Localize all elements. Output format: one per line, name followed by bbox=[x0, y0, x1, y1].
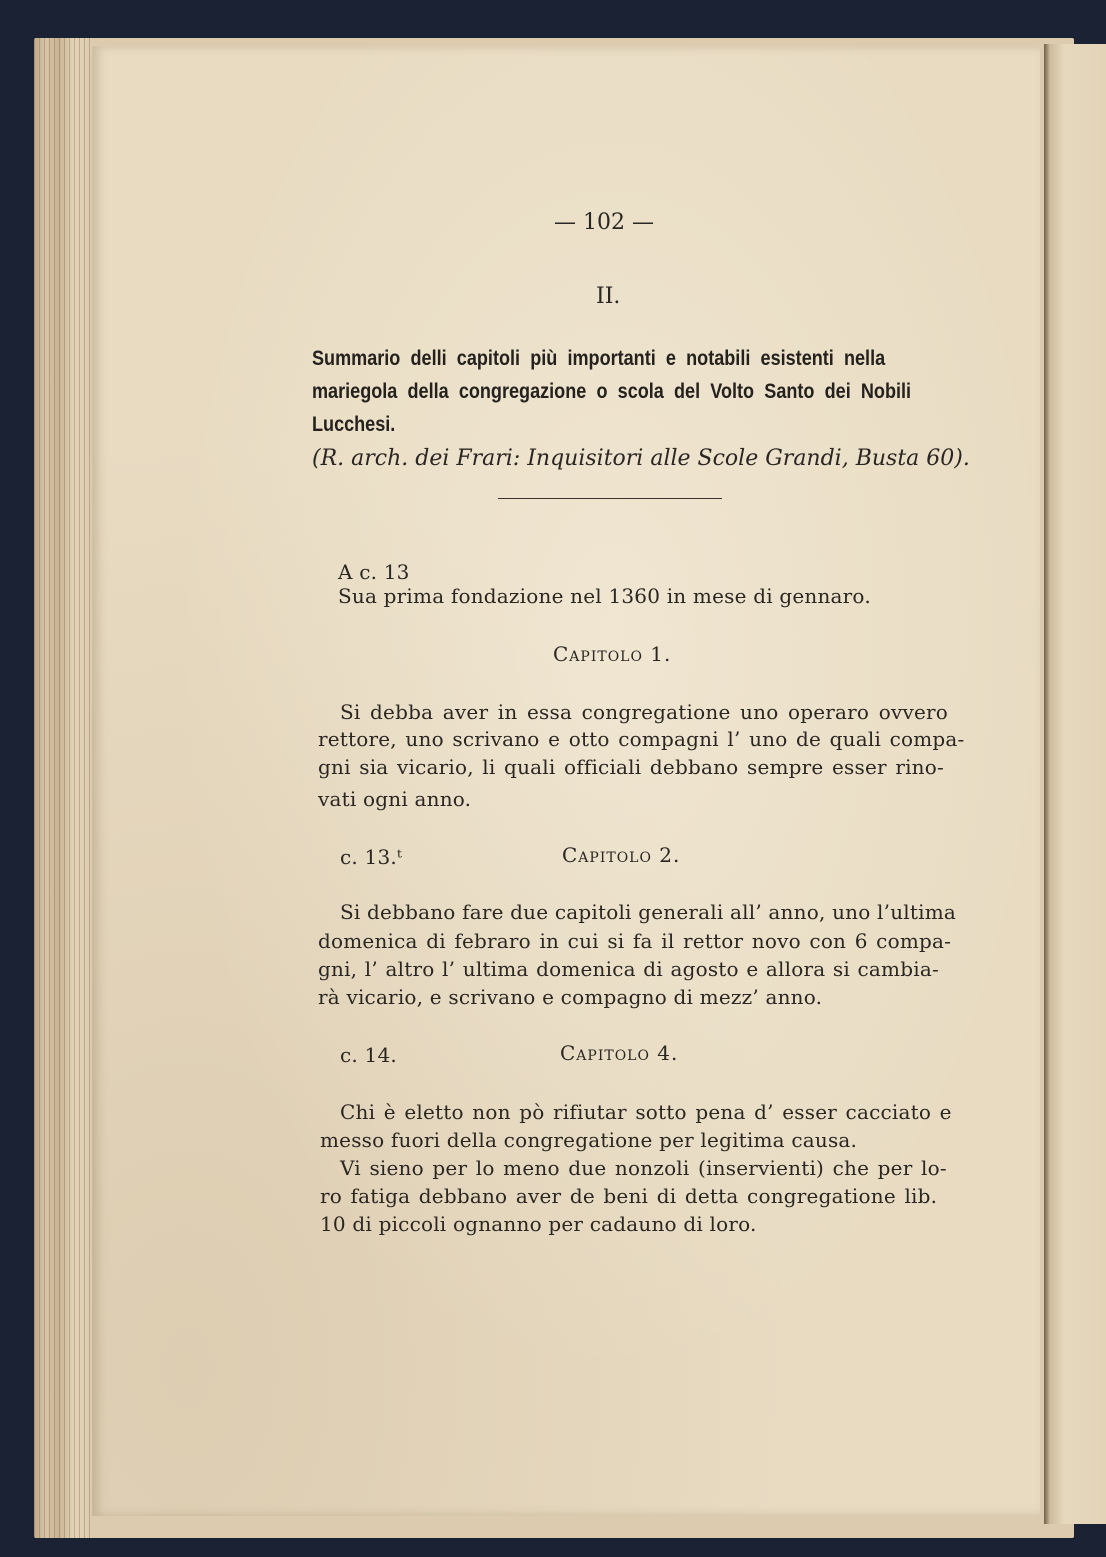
chapter-2-heading: Capitolo 2. bbox=[562, 843, 681, 867]
chapter-2-line-3: gni, l’ altro l’ ultima domenica di agosto e allora si cambia- bbox=[318, 957, 939, 981]
chapter-2-line-1: Si debbano fare due capitoli generali all’ anno, uno l’ultima bbox=[340, 900, 956, 924]
intro-text: Sua prima fondazione nel 1360 in mese di gennaro. bbox=[338, 584, 871, 608]
source-reference: (R. arch. dei Frari: Inquisitori alle Scole Grandi, Busta 60). bbox=[312, 446, 970, 471]
separator-rule bbox=[498, 498, 722, 499]
section-number: II. bbox=[596, 284, 621, 309]
chapter-4-line-4: ro fatiga debbano aver de beni di detta congregatione lib. bbox=[320, 1184, 938, 1208]
chapter-2-line-2: domenica di febraro in cui si fa il rettor novo con 6 compa- bbox=[318, 929, 952, 953]
title-line-2: mariegola della congregazione o scola del Volto Santo dei Nobili bbox=[312, 380, 912, 403]
chapter-2-line-4: rà vicario, e scrivano e compagno di mezz’ anno. bbox=[318, 985, 823, 1009]
title-line-3: Lucchesi. bbox=[312, 413, 396, 436]
chapter-1-line-4: vati ogni anno. bbox=[318, 787, 472, 811]
chapter-4-heading: Capitolo 4. bbox=[560, 1041, 679, 1065]
page-number: — 102 — bbox=[554, 210, 654, 235]
facing-page-edge bbox=[1044, 44, 1106, 1524]
chapter-4-line-5: 10 di piccoli ognanno per cadauno di loro. bbox=[320, 1212, 757, 1236]
title-line-1: Summario delli capitoli più importanti e notabili esistenti nella bbox=[312, 347, 886, 370]
chapter-4-line-1: Chi è eletto non pò rifiutar sotto pena d’ esser cacciato e bbox=[340, 1100, 952, 1124]
chapter-1-line-3: gni sia vicario, li quali officiali debbano sempre esser rino- bbox=[318, 755, 944, 779]
chapter-4-line-2: messo fuori della congregatione per legitima causa. bbox=[320, 1128, 858, 1152]
chapter-1-heading: Capitolo 1. bbox=[553, 642, 672, 666]
chapter-1-line-1: Si debba aver in essa congregatione uno operaro ovvero bbox=[340, 700, 948, 724]
book-page bbox=[92, 46, 1040, 1516]
chapter-4-folio: c. 14. bbox=[340, 1043, 397, 1067]
chapter-4-line-3: Vi sieno per lo meno due nonzoli (inservienti) che per lo- bbox=[340, 1156, 947, 1180]
intro-folio: A c. 13 bbox=[338, 560, 410, 584]
chapter-1-line-2: rettore, uno scrivano e otto compagni l’ uno de quali compa- bbox=[318, 727, 965, 751]
chapter-2-folio: c. 13.ᵗ bbox=[340, 845, 403, 869]
